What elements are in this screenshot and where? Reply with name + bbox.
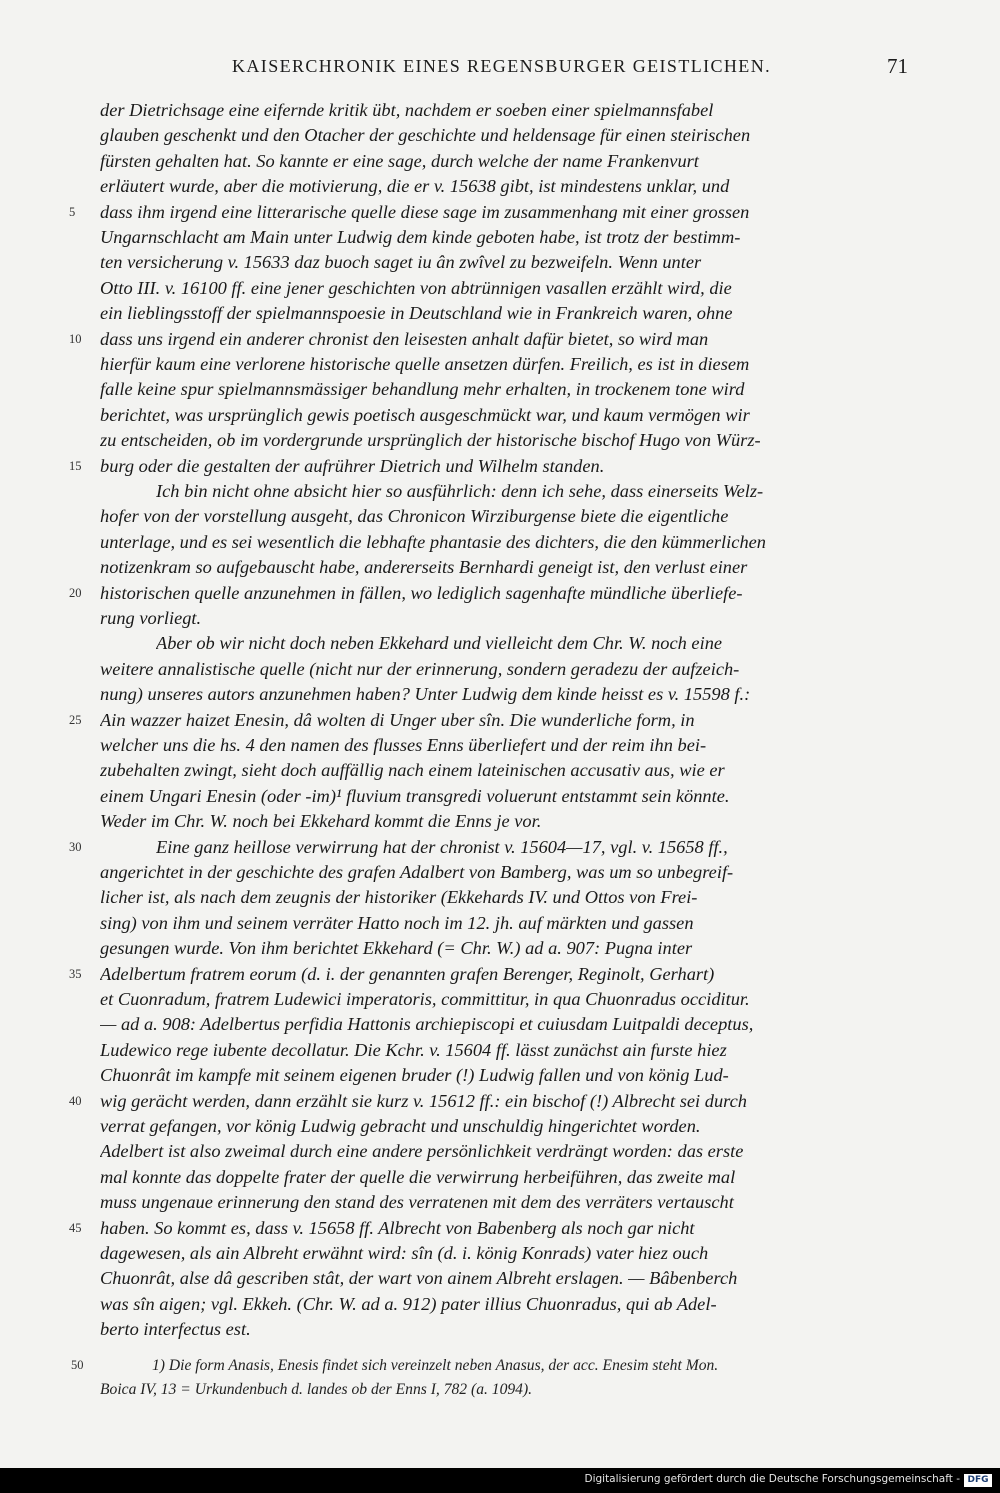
text-line: hierfür kaum eine verlorene historische quelle ansetzen dürfen. Freilich, es ist in diesem bbox=[100, 354, 750, 374]
text-line: berto interfectus est. bbox=[100, 1319, 251, 1340]
text-line: — ad a. 908: Adelbertus perfidia Hattonis archiepiscopi et cuiusdam Luitpaldi deceptus, bbox=[100, 1014, 754, 1035]
text-line: Ludewico rege iubente decollatur. Die Kchr. v. 15604 ff. lässt zunächst ain furste hiez bbox=[100, 1039, 727, 1060]
text-line: ein lieblingsstoff der spielmannspoesie in Deutschland wie in Frankreich waren, ohne bbox=[100, 303, 733, 324]
running-title: KAISERCHRONIK EINES REGENSBURGER GEISTLICHEN. bbox=[232, 56, 771, 76]
footnote-line: Boica IV, 13 = Urkundenbuch d. landes ob der Enns I, 782 (a. 1094). bbox=[100, 1381, 533, 1398]
line-number: 15 bbox=[69, 458, 82, 473]
line-number: 25 bbox=[69, 712, 82, 727]
text-line: Chuonrât, alse dâ gescriben stât, der wart von ainem Albreht erslagen. — Bâbenberch bbox=[100, 1268, 738, 1289]
text-line: dagewesen, als ain Albreht erwähnt wird: sîn (d. i. könig Konrads) vater hiez ouch bbox=[100, 1243, 709, 1263]
text-line: sing) von ihm und seinem verräter Hatto noch im 12. jh. auf märkten und gassen bbox=[100, 912, 694, 933]
text-line: dass uns irgend ein anderer chronist den leisesten anhalt dafür bietet, so wird man bbox=[100, 328, 709, 349]
text-line: Chuonrât im kampfe mit seinem eigenen bruder (!) Ludwig fallen und von könig Lud- bbox=[100, 1065, 729, 1086]
line-number: 40 bbox=[69, 1093, 82, 1108]
text-line: der Dietrichsage eine eifernde kritik übt, nachdem er soeben einer spielmannsfabel bbox=[100, 100, 714, 120]
text-line: einem Ungari Enesin (oder -im)¹ fluvium transgredi voluerunt entstammt sein könnte. bbox=[100, 785, 730, 806]
line-number: 10 bbox=[69, 331, 82, 346]
text-line: Ungarnschlacht am Main unter Ludwig dem kinde geboten habe, ist trotz der bestimm- bbox=[100, 227, 741, 247]
text-line: Adelbertum fratrem eorum (d. i. der genannten grafen Berenger, Reginolt, Gerhart) bbox=[100, 963, 715, 984]
text-line: Adelbert ist also zweimal durch eine andere persönlichkeit verdrängt worden: das erste bbox=[100, 1141, 744, 1162]
text-line: historischen quelle anzunehmen in fällen, wo lediglich sagenhafte mündliche überliefe- bbox=[100, 582, 743, 603]
text-line: verrat gefangen, vor könig Ludwig gebracht und unschuldig hingerichtet worden. bbox=[100, 1116, 701, 1136]
text-line: unterlage, und es sei wesentlich die lebhafte phantasie des dichters, die den kümmerlichen bbox=[100, 531, 766, 552]
text-line: gesungen wurde. Von ihm berichtet Ekkehard (= Chr. W.) ad a. 907: Pugna inter bbox=[100, 938, 693, 959]
text-line: erläutert wurde, aber die motivierung, die er v. 15638 gibt, ist mindestens unklar, und bbox=[100, 176, 730, 197]
page-number: 71 bbox=[887, 54, 908, 78]
text-line: Aber ob wir nicht doch neben Ekkehard und vielleicht dem Chr. W. noch eine bbox=[156, 633, 723, 654]
text-line: weitere annalistische quelle (nicht nur der erinnerung, sondern geradezu der aufzeich- bbox=[100, 658, 740, 679]
text-line: falle keine spur spielmannsmässiger behandlung mehr erhalten, in trockenem tone wird bbox=[100, 379, 745, 400]
text-line: wig gerächt werden, dann erzählt sie kurz v. 15612 ff.: ein bischof (!) Albrecht sei durch bbox=[100, 1090, 747, 1111]
text-line: Otto III. v. 16100 ff. eine jener geschichten von abtrünnigen vasallen erzählt wird, die bbox=[100, 277, 732, 298]
text-line: fürsten gehalten hat. So kannte er eine sage, durch welche der name Frankenvurt bbox=[100, 150, 699, 171]
dfg-logo-icon: DFG bbox=[964, 1474, 992, 1487]
text-line: nung) unseres autors anzunehmen haben? Unter Ludwig dem kinde heisst es v. 15598 f.: bbox=[100, 684, 751, 705]
text-line: et Cuonradum, fratrem Ludewici imperatoris, committitur, in qua Chuonradus occiditur. bbox=[100, 989, 750, 1009]
text-line: licher ist, als nach dem zeugnis der historiker (Ekkehards IV. und Ottos von Frei- bbox=[100, 887, 698, 908]
text-line: muss ungenaue erinnerung den stand des verratenen mit dem des verräters vertauscht bbox=[100, 1192, 734, 1213]
footnote-line: 1) Die form Anasis, Enesis findet sich vereinzelt neben Anasus, der acc. Enesim steht Mon. bbox=[152, 1357, 719, 1374]
text-line: Ich bin nicht ohne absicht hier so ausführlich: denn ich sehe, dass einerseits Welz- bbox=[156, 481, 764, 501]
line-number: 35 bbox=[69, 966, 82, 981]
text-line: zu entscheiden, ob im vordergrunde ursprünglich der historische bischof Hugo von Würz- bbox=[100, 430, 761, 451]
page-header bbox=[0, 52, 1000, 82]
text-line: angerichtet in der geschichte des grafen Adalbert von Bamberg, was um so unbegreif- bbox=[100, 862, 734, 882]
text-line: welcher uns die hs. 4 den namen des flusses Enns überliefert und der reim ihn bei- bbox=[100, 735, 707, 755]
text-line: zubehalten zwingt, sieht doch auffällig nach einem lateinischen accusativ aus, wie er bbox=[100, 760, 725, 781]
line-number: 30 bbox=[69, 839, 82, 854]
line-number: 20 bbox=[69, 585, 82, 600]
line-number: 5 bbox=[69, 204, 76, 219]
text-line: berichtet, was ursprünglich gewis poetisch ausgeschmückt war, und kaum vermögen wir bbox=[100, 404, 750, 425]
text-line: ten versicherung v. 15633 daz buoch saget iu ân zwîvel zu bezweifeln. Wenn unter bbox=[100, 252, 702, 273]
funding-notice: Digitalisierung gefördert durch die Deutsche Forschungsgemeinschaft - bbox=[584, 1473, 960, 1485]
text-line: Weder im Chr. W. noch bei Ekkehard kommt die Enns je vor. bbox=[100, 811, 542, 832]
text-line: notizenkram so aufgebauscht habe, andererseits Bernhardi geneigt ist, den verlust einer bbox=[100, 557, 748, 578]
text-line: Eine ganz heillose verwirrung hat der chronist v. 15604—17, vgl. v. 15658 ff., bbox=[156, 836, 728, 857]
footer-bar bbox=[0, 1468, 1000, 1493]
text-line: burg oder die gestalten der aufrührer Dietrich und Wilhelm standen. bbox=[100, 455, 605, 476]
line-number: 45 bbox=[69, 1220, 82, 1235]
text-line: dass ihm irgend eine litterarische quelle diese sage im zusammenhang mit einer grossen bbox=[100, 201, 750, 222]
text-line: glauben geschenkt und den Otacher der geschichte und heldensage für einen steirischen bbox=[100, 125, 751, 146]
text-line: haben. So kommt es, dass v. 15658 ff. Albrecht von Babenberg als noch gar nicht bbox=[100, 1217, 695, 1238]
text-line: mal konnte das doppelte frater der quelle die verwirrung herbeiführen, das zweite mal bbox=[100, 1166, 736, 1187]
text-line: hofer von der vorstellung ausgeht, das Chronicon Wirziburgense biete die eigentliche bbox=[100, 506, 729, 527]
text-line: Ain wazzer haizet Enesin, dâ wolten di Unger uber sîn. Die wunderliche form, in bbox=[100, 709, 695, 730]
text-line: was sîn aigen; vgl. Ekkeh. (Chr. W. ad a. 912) pater illius Chuonradus, qui ab Adel- bbox=[100, 1293, 717, 1314]
text-line: rung vorliegt. bbox=[100, 608, 202, 628]
footnote-line-number: 50 bbox=[71, 1358, 84, 1372]
